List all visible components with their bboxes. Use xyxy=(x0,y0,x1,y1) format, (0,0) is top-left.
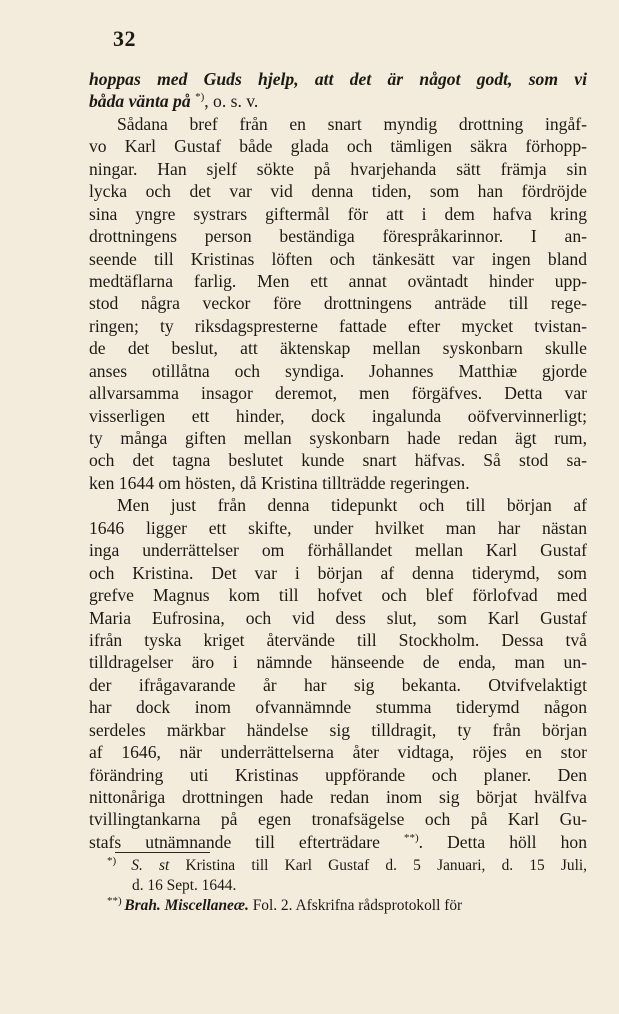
text-line xyxy=(89,292,587,314)
footnote-line xyxy=(107,876,587,896)
text-line xyxy=(89,449,587,471)
text-span: Maria Eufrosina, och vid dess slut, som Karl Gustaf xyxy=(89,607,587,628)
text-span: Men just från denna tidepunkt och till början af xyxy=(117,495,587,516)
text-span: S. st xyxy=(131,857,170,874)
text-line xyxy=(89,674,587,696)
text-line xyxy=(89,360,587,382)
text-line xyxy=(89,831,587,853)
text-span: , o. s. v. xyxy=(204,91,259,112)
text-span: *) xyxy=(107,856,132,867)
text-span: Sådana bref från en snart myndig drottning ingåf- xyxy=(117,113,587,134)
text-line xyxy=(89,90,587,112)
body-text xyxy=(89,68,587,853)
text-span: medtäflarna farlig. Men ett annat oväntadt hinder upp- xyxy=(89,270,587,291)
text-span: tilldragelser äro i nämnde hänseende de enda, man un- xyxy=(89,652,587,673)
text-line xyxy=(89,607,587,629)
text-line xyxy=(89,405,587,427)
text-span: inga underrättelser om förhållandet mellan Karl Gustaf xyxy=(89,540,587,561)
text-line xyxy=(89,68,587,90)
text-span: anses otillåtna och syndiga. Johannes Matthiæ gjorde xyxy=(89,360,587,381)
footnote-line xyxy=(107,856,587,876)
text-span: båda vänta på xyxy=(89,91,196,112)
text-line xyxy=(89,315,587,337)
text-line xyxy=(89,270,587,292)
text-span: nittonåriga drottningen hade redan inom sig börjat hvälfva xyxy=(89,787,587,807)
text-line xyxy=(89,539,587,561)
text-line xyxy=(89,203,587,225)
text-line xyxy=(89,337,587,359)
footnote-rule xyxy=(115,852,210,853)
text-span: *) xyxy=(195,91,205,104)
text-span: af 1646, när underrättelserna åter vidtaga, röjes en stor xyxy=(89,742,587,763)
text-line xyxy=(89,472,587,494)
text-line xyxy=(89,584,587,606)
text-line xyxy=(89,248,587,270)
text-span: 1646 ligger ett skifte, under hvilket man har nästan xyxy=(89,517,587,538)
text-span: och Kristina. Det var i början af denna tiderymd, som xyxy=(89,562,587,583)
text-span: lycka och det var vid denna tiden, som han fördröjde xyxy=(89,181,587,202)
page-number: 32 xyxy=(113,26,136,51)
text-line xyxy=(89,427,587,449)
text-line xyxy=(89,786,587,808)
text-span: grefve Magnus kom till hofvet och blef förlofvad med xyxy=(89,585,587,606)
text-span: ken 1644 om hösten, då Kristina tillträdde regeringen. xyxy=(89,472,470,493)
text-span: visserligen ett hinder, dock ingalunda oöfvervinnerligt; xyxy=(89,405,587,426)
text-span: sina yngre systrars giftermål för att i dem hafva kring xyxy=(89,203,587,224)
text-span: stafs utnämnande till efterträdare xyxy=(89,831,404,852)
text-span: stod några veckor före drottningens anträde till rege- xyxy=(89,293,587,314)
text-line xyxy=(89,808,587,830)
text-span: d. 16 Sept. 1644. xyxy=(132,876,237,894)
text-line xyxy=(89,719,587,741)
text-span: har dock inom ofvannämnde stumma tiderymd någon xyxy=(89,697,587,718)
text-line xyxy=(89,225,587,247)
text-span: serdeles märkbar händelse sig tilldragit, ty från början xyxy=(89,719,587,740)
text-span: der ifrågavarande år har sig bekanta. Otvifvelaktigt xyxy=(89,674,587,695)
text-span: drottningens person beständiga förespråkarinnor. I an- xyxy=(89,226,587,247)
text-line xyxy=(89,158,587,180)
text-span: ringen; ty riksdagspresterne fattade efter mycket tvistan- xyxy=(89,315,587,336)
footnotes xyxy=(107,856,587,915)
text-line xyxy=(89,180,587,202)
text-span: Fol. 2. Afskrifna rådsprotokoll för xyxy=(248,896,463,914)
text-span: de det beslut, att äktenskap mellan syskonbarn skulle xyxy=(89,338,587,359)
text-span: tvillingtankarna på egen tronafsägelse och på Karl Gu- xyxy=(89,809,587,830)
text-span: ty många giften mellan syskonbarn hade redan ägt rum, xyxy=(89,428,587,448)
text-line xyxy=(89,696,587,718)
text-span: hoppas med Guds hjelp, att det är något godt, som vi xyxy=(89,69,587,89)
text-span: . Detta höll hon xyxy=(418,831,587,852)
text-span: seende till Kristinas löften och tänkesätt var ingen bland xyxy=(89,248,587,269)
text-line xyxy=(89,629,587,651)
text-line xyxy=(89,562,587,584)
text-line xyxy=(89,741,587,763)
text-span: Kristina till Karl Gustaf d. 5 Januari, d. 15 Juli, xyxy=(169,857,587,874)
text-line xyxy=(89,651,587,673)
text-line xyxy=(89,113,587,135)
text-span: allvarsamma insagor deremot, men förgäfves. Detta var xyxy=(89,383,587,404)
text-line xyxy=(89,494,587,516)
text-span: och det tagna beslutet kunde snart häfvas. Så stod sa- xyxy=(89,450,587,471)
text-line xyxy=(89,135,587,157)
text-line xyxy=(89,764,587,786)
text-line xyxy=(89,517,587,539)
text-span: vo Karl Gustaf både glada och tämligen säkra förhopp- xyxy=(89,136,587,157)
text-line xyxy=(89,382,587,404)
footnote-line xyxy=(107,896,587,916)
text-span: Brah. Miscellaneæ. xyxy=(124,896,249,914)
text-span: förändring uti Kristinas uppförande och planer. Den xyxy=(89,764,587,785)
text-span: ifrån tyska kriget återvände till Stockholm. Dessa två xyxy=(89,629,587,650)
text-span: ningar. Han sjelf sökte på hvarjehanda sätt främja sin xyxy=(89,158,587,179)
text-span: **) xyxy=(403,832,419,845)
text-span: **) xyxy=(107,895,125,907)
